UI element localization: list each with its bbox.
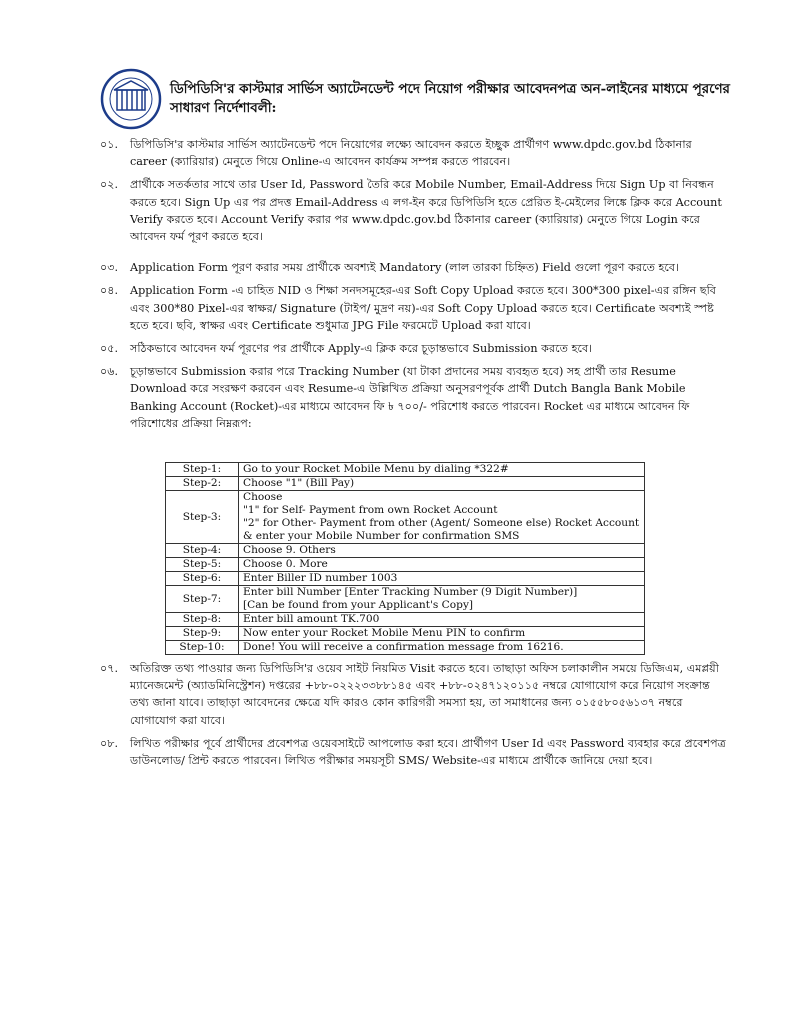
step-line: "2" for Other- Payment from other (Agent/ Someone else) Rocket Account <box>243 517 640 529</box>
step-label: Step-1: <box>166 463 239 477</box>
instruction-item <box>100 340 730 357</box>
instruction-number: ০৭. <box>100 662 119 675</box>
step-description <box>239 463 645 477</box>
instruction-item <box>100 282 730 334</box>
dpdc-logo <box>100 68 162 130</box>
step-line: Enter bill amount TK.700 <box>243 613 380 625</box>
instruction-text: লিখিত পরীক্ষার পূর্বে প্রার্থীদের প্রবেশপত্র ওয়েবসাইটে আপলোড করা হবে। প্রার্থীগণ User Id এবং Password ব্যবহার করে প্রবেশপত্র ডাউনলোড/ প্রিন্ট করতে পারবেন। লিখিত পরীক্ষার সময়সূচী SMS/ Website-এর মাধ্যমে প্রার্থীকে জানিয়ে দেয়া হবে। <box>130 736 730 768</box>
step-description <box>239 627 645 641</box>
step-row <box>166 477 645 491</box>
instruction-text: প্রার্থীকে সতর্কতার সাথে তার User Id, Password তৈরি করে Mobile Number, Email-Address দিয়ে Sign Up বা নিবন্ধন করতে হবে। Sign Up এর পর প্রদত্ত Email-Address এ লগ-ইন করে ডিপিডিসি হতে প্রেরিত ই-মেইলের লিঙ্কে ক্লিক করে Account Verify করতে হবে। Account Verify করার পর www.dpdc.gov.bd ঠিকানার career (ক্যারিয়ার) মেনুতে গিয়ে Login করে আবেদন ফর্ম পূরণ করতে হবে। <box>130 178 726 244</box>
page-title: ডিপিডিসি'র কাস্টমার সার্ভিস অ্যাটেনডেন্ট পদে নিয়োগ পরীক্ষার আবেদনপত্র অন-লাইনের মাধ্যমে পূরণের সাধারণ নির্দেশাবলী: <box>170 81 730 116</box>
step-label: Step-3: <box>166 491 239 544</box>
instruction-item <box>100 363 730 432</box>
step-line: Choose 9. Others <box>243 544 336 556</box>
rocket-steps-table <box>165 462 645 655</box>
step-label: Step-7: <box>166 586 239 613</box>
step-label: Step-2: <box>166 477 239 491</box>
step-line: Choose 0. More <box>243 558 328 570</box>
step-row <box>166 572 645 586</box>
instruction-number: ০১. <box>100 138 119 151</box>
step-row <box>166 463 645 477</box>
step-description <box>239 641 645 655</box>
step-label: Step-9: <box>166 627 239 641</box>
step-label: Step-5: <box>166 558 239 572</box>
step-line: Done! You will receive a confirmation message from 16216. <box>243 641 564 653</box>
step-description <box>239 558 645 572</box>
instruction-text: ডিপিডিসি'র কাস্টমার সার্ভিস অ্যাটেনডেন্ট পদে নিয়োগের লক্ষ্যে আবেদন করতে ইচ্ছুক প্রার্থীগণ www.dpdc.gov.bd ঠিকানার career (ক্যারিয়ার) মেনুতে গিয়ে Online-এ আবেদন কার্যক্রম সম্পন্ন করতে পারবেন। <box>130 138 696 169</box>
step-line: Choose "1" (Bill Pay) <box>243 477 355 489</box>
step-line: Choose <box>243 491 283 503</box>
step-row <box>166 544 645 558</box>
step-row <box>166 613 645 627</box>
instruction-text: চূড়ান্তভাবে Submission করার পরে Tracking Number (যা টাকা প্রদানের সময় ব্যবহৃত হবে) সহ প্রার্থী তার Resume Download করে সংরক্ষণ করবেন এবং Resume-এ উল্লিখিত প্রক্রিয়া অনুসরণপূর্বক প্রার্থী Dutch Bangla Bank Mobile Banking Account (Rocket)-এর মাধ্যমে আবেদন ফি ৳ ৭০০/- পরিশোধ করতে পারবেন। Rocket এর মাধ্যমে আবেদন ফি পরিশোধের প্রক্রিয়া নিম্নরূপ: <box>130 365 694 430</box>
step-line: "1" for Self- Payment from own Rocket Account <box>243 504 498 516</box>
instruction-number: ০৮. <box>100 736 119 750</box>
instruction-list <box>100 136 730 438</box>
step-line: Now enter your Rocket Mobile Menu PIN to confirm <box>243 627 526 639</box>
step-line: Enter Biller ID number 1003 <box>243 572 398 584</box>
step-description <box>239 586 645 613</box>
step-row <box>166 491 645 544</box>
step-label: Step-10: <box>166 641 239 655</box>
instruction-text: Application Form -এ চাহিত NID ও শিক্ষা সনদসমূহের-এর Soft Copy Upload করতে হবে। 300*300 pixel-এর রঙ্গিন ছবি এবং 300*80 Pixel-এর স্বাক্ষর/ Signature (টাইপ/ মুদ্রণ নয়)-এর Soft Copy Upload করতে হবে। Certificate অবশ্যই স্পষ্ট হতে হবে। ছবি, স্বাক্ষর এবং Certificate শুধুমাত্র JPG File ফরমেটে Upload করা যাবে। <box>130 284 720 332</box>
instruction-item <box>100 259 730 276</box>
instruction-number: ০৫. <box>100 342 119 356</box>
step-description <box>239 491 645 544</box>
step-description <box>239 613 645 627</box>
step-label: Step-8: <box>166 613 239 627</box>
step-row <box>166 558 645 572</box>
instruction-number: ০৩. <box>100 261 119 275</box>
instruction-text: অতিরিক্ত তথ্য পাওয়ার জন্য ডিপিডিসি'র ওয়েব সাইট নিয়মিত Visit করতে হবে। তাছাড়া অফিস চলাকালীন সময়ে ডিজিএম, এমপ্লয়ী ম্যানেজমেন্ট (অ্যাডমিনিস্ট্রেশন) দপ্তরের +৮৮-০২২২৩৩৮৮১৪৫ এবং +৮৮-০২৪৭১২০১১৫ নম্বরে যোগাযোগ করে নিয়োগ সংক্রান্ত তথ্য জানা যাবে। তাছাড়া আবেদনের ক্ষেত্রে যদি কারও কোন কারিগরী সমস্যা হয়, তা সমাধানের জন্য ০১৫৫৮০৫৬১৩৭ নম্বরে যোগাযোগ করা যাবে। <box>130 662 723 727</box>
step-description <box>239 572 645 586</box>
instruction-text: সঠিকভাবে আবেদন ফর্ম পূরণের পর প্রার্থীকে Apply-এ ক্লিক করে চূড়ান্তভাবে Submission করতে হবে। <box>130 342 593 356</box>
instruction-item <box>100 136 730 170</box>
step-row <box>166 641 645 655</box>
step-row <box>166 586 645 613</box>
instruction-number: ০৬. <box>100 365 119 379</box>
instruction-item <box>100 660 730 729</box>
step-line: Go to your Rocket Mobile Menu by dialing *322# <box>243 463 509 475</box>
step-label: Step-4: <box>166 544 239 558</box>
step-description <box>239 544 645 558</box>
instruction-list-continued <box>100 660 730 775</box>
instruction-text: Application Form পূরণ করার সময় প্রার্থীকে অবশ্যই Mandatory (লাল তারকা চিহ্নিত) Field গুলো পূরণ করতে হবে। <box>130 261 680 275</box>
step-line: & enter your Mobile Number for confirmation SMS <box>243 530 520 542</box>
instruction-number: ০৪. <box>100 284 119 298</box>
step-description <box>239 477 645 491</box>
step-line: Enter bill Number [Enter Tracking Number (9 Digit Number)] <box>243 586 578 598</box>
step-line: [Can be found from your Applicant's Copy] <box>243 599 474 611</box>
step-label: Step-6: <box>166 572 239 586</box>
instruction-item <box>100 735 730 769</box>
step-row <box>166 627 645 641</box>
instruction-item <box>100 176 730 245</box>
instruction-number: ০২. <box>100 178 119 192</box>
